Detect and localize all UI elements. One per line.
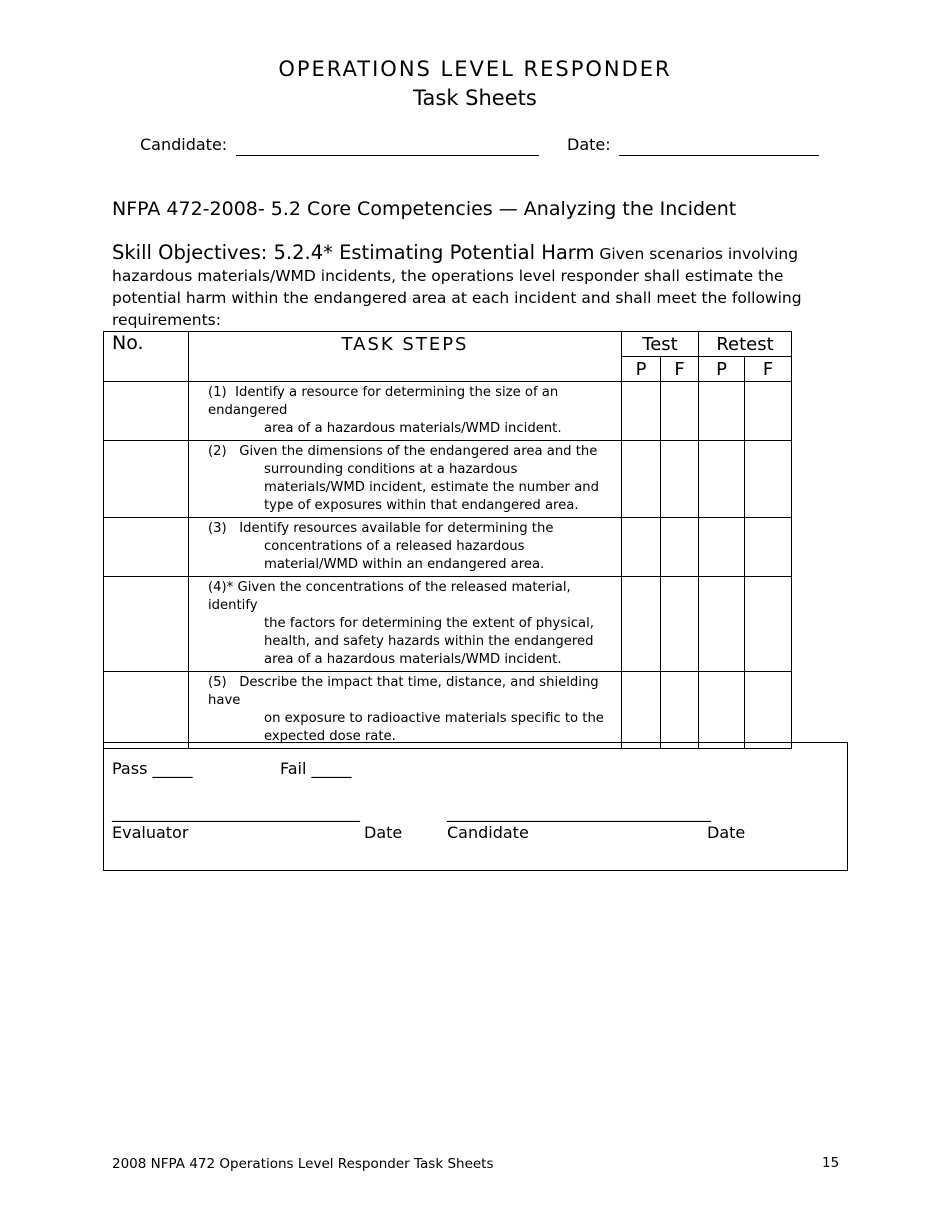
signoff-box (103, 742, 848, 871)
evaluator-label: Evaluator (112, 823, 189, 842)
test-fail-cell[interactable] (661, 577, 699, 672)
objective-title: Skill Objectives: 5.2.4* Estimating Potential Harm (112, 241, 595, 264)
header-retest-pass: P (699, 357, 745, 382)
evaluator-signature-line[interactable]: _______________________________ (112, 803, 360, 822)
candidate-field[interactable] (236, 155, 539, 156)
footer-title: 2008 NFPA 472 Operations Level Responder Task Sheets (112, 1156, 494, 1172)
header-retest-fail: F (745, 357, 792, 382)
section-heading: NFPA 472-2008- 5.2 Core Competencies — Analyzing the Incident (112, 198, 737, 220)
table-row (104, 441, 792, 518)
page-title: OPERATIONS LEVEL RESPONDER (278, 57, 672, 81)
retest-pass-cell[interactable] (699, 577, 745, 672)
candidate-label: Candidate: (140, 135, 228, 154)
table-row (104, 382, 792, 441)
retest-fail-cell[interactable] (745, 441, 792, 518)
header-test-fail: F (661, 357, 699, 382)
test-pass-cell[interactable] (622, 672, 661, 749)
page-number: 15 (822, 1155, 840, 1171)
task-step: (5) Describe the impact that time, distance, and shielding have on exposure to radioactive materials specific to the expected dose rate. (189, 672, 622, 749)
test-pass-cell[interactable] (622, 518, 661, 577)
test-pass-cell[interactable] (622, 382, 661, 441)
header-no: No. (104, 332, 189, 382)
row-no-cell[interactable] (104, 518, 189, 577)
fail-field[interactable]: Fail _____ (280, 759, 352, 778)
row-no-cell[interactable] (104, 382, 189, 441)
retest-pass-cell[interactable] (699, 441, 745, 518)
pass-field[interactable]: Pass _____ (112, 759, 193, 778)
candidate-signature-line[interactable]: _________________________________ (447, 803, 711, 822)
retest-fail-cell[interactable] (745, 577, 792, 672)
task-step: (4)* Given the concentrations of the released material, identify the factors for determining the extent of physical, health, and safety hazards within the endangered area of a hazardous materials/WMD incident. (189, 577, 622, 672)
row-no-cell[interactable] (104, 672, 189, 749)
candidate-label-signoff: Candidate (447, 823, 529, 842)
table-row (104, 672, 792, 749)
date-field[interactable] (619, 155, 819, 156)
header-test-pass: P (622, 357, 661, 382)
retest-pass-cell[interactable] (699, 382, 745, 441)
date-label: Date: (567, 135, 611, 154)
page-subtitle: Task Sheets (413, 86, 537, 110)
header-task-steps: TASK STEPS (189, 332, 622, 382)
skill-objective (112, 242, 842, 331)
test-fail-cell[interactable] (661, 441, 699, 518)
task-step: (2) Given the dimensions of the endangered area and the surrounding conditions at a hazardous materials/WMD incident, estimate the number and type of exposures within that endangered area. (189, 441, 622, 518)
objective-text: Given scenarios involving hazardous materials/WMD incidents, the operations level responder shall estimate the potential harm within the endangered area at each incident and shall meet the following requirements: (112, 245, 802, 329)
retest-pass-cell[interactable] (699, 672, 745, 749)
retest-fail-cell[interactable] (745, 382, 792, 441)
evaluator-date-label: Date (364, 823, 403, 842)
row-no-cell[interactable] (104, 441, 189, 518)
retest-fail-cell[interactable] (745, 518, 792, 577)
test-fail-cell[interactable] (661, 382, 699, 441)
header-retest: Retest (699, 332, 792, 357)
task-step: (3) Identify resources available for determining the concentrations of a released hazardous material/WMD within an endangered area. (189, 518, 622, 577)
test-fail-cell[interactable] (661, 518, 699, 577)
table-row (104, 577, 792, 672)
retest-pass-cell[interactable] (699, 518, 745, 577)
test-pass-cell[interactable] (622, 441, 661, 518)
task-step: (1) Identify a resource for determining the size of an endangered area of a hazardous materials/WMD incident. (189, 382, 622, 441)
candidate-date-label: Date (707, 823, 746, 842)
header-test: Test (622, 332, 699, 357)
table-row (104, 518, 792, 577)
test-fail-cell[interactable] (661, 672, 699, 749)
task-steps-table (103, 331, 792, 749)
test-pass-cell[interactable] (622, 577, 661, 672)
row-no-cell[interactable] (104, 577, 189, 672)
retest-fail-cell[interactable] (745, 672, 792, 749)
